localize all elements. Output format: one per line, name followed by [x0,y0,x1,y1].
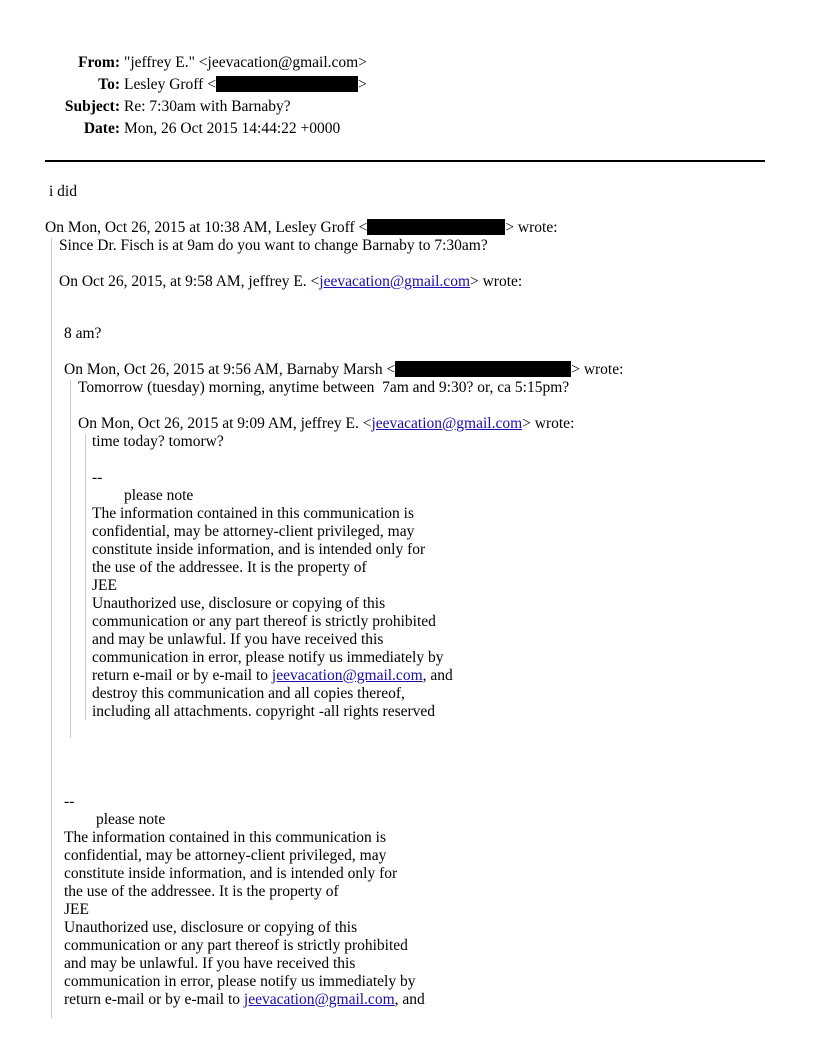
signature-return-line: return e-mail or by e-mail to jeevacation@gmail.com, and [64,991,425,1008]
signature-line: and may be unlawful. If you have received this [92,631,384,648]
redaction-block [216,76,358,92]
signature-line: JEE [64,901,89,918]
quote-bar-4 [85,434,86,720]
quote-bar-1 [51,238,52,1018]
to-value [124,76,367,94]
to-close: > [357,76,367,93]
email-link[interactable]: jeevacation@gmail.com [371,415,523,432]
from-value: "jeffrey E." <jeevacation@gmail.com> [124,54,367,71]
redaction-block [367,219,505,235]
date-label: Date: [83,120,120,137]
quote-text-4: time today? tomorw? [92,433,224,450]
email-link[interactable]: jeevacation@gmail.com [243,991,395,1008]
subject-value: Re: 7:30am with Barnaby? [124,98,291,115]
signature-line: destroy this communication and all copies thereof, [92,685,405,702]
quote-header-2: On Oct 26, 2015, at 9:58 AM, jeffrey E. <jeevacation@gmail.com> wrote: [59,273,523,290]
signature-line: JEE [92,577,117,594]
quote-text-3: Tomorrow (tuesday) morning, anytime between 7am and 9:30? or, ca 5:15pm? [78,379,570,396]
signature-line: The information contained in this communication is [92,505,414,522]
reply-text: i did [49,183,77,200]
quote-header-4: On Mon, Oct 26, 2015 at 9:09 AM, jeffrey E. <jeevacation@gmail.com> wrote: [78,415,575,432]
signature-note: please note [96,811,166,828]
signature-line: communication in error, please notify us immediately by [92,649,444,666]
signature-line: constitute inside information, and is intended only for [92,541,426,558]
signature-line: confidential, may be attorney-client privileged, may [92,523,415,540]
signature-line: and may be unlawful. If you have received this [64,955,356,972]
signature-line: Unauthorized use, disclosure or copying of this [92,595,386,612]
signature-line: communication or any part thereof is strictly prohibited [92,613,436,630]
to-label: To: [98,76,120,93]
signature-line: the use of the addressee. It is the property of [64,883,339,900]
signature-line: confidential, may be attorney-client privileged, may [64,847,387,864]
signature-line: Unauthorized use, disclosure or copying of this [64,919,358,936]
quote-header-3: On Mon, Oct 26, 2015 at 9:56 AM, Barnaby Marsh < > wrote: [64,361,624,378]
to-name: Lesley Groff < [124,76,216,93]
signature-dashes: -- [92,469,103,486]
redaction-block [395,361,571,377]
signature-line: including all attachments. copyright -all rights reserved [92,703,436,720]
signature-dashes: -- [64,793,75,810]
signature-return-line: return e-mail or by e-mail to jeevacation@gmail.com, and [92,667,453,684]
header-divider [45,160,765,162]
email-link[interactable]: jeevacation@gmail.com [319,273,470,290]
signature-line: communication in error, please notify us immediately by [64,973,416,990]
signature-line: constitute inside information, and is intended only for [64,865,398,882]
date-value: Mon, 26 Oct 2015 14:44:22 +0000 [124,120,341,137]
subject-label: Subject: [64,98,120,115]
signature-line: communication or any part thereof is strictly prohibited [64,937,408,954]
from-label: From: [78,54,120,71]
signature-note: please note [124,487,194,504]
quote-header-1: On Mon, Oct 26, 2015 at 10:38 AM, Lesley Groff < > wrote: [45,219,558,236]
quote-text-1: Since Dr. Fisch is at 9am do you want to change Barnaby to 7:30am? [59,237,488,254]
signature-line: The information contained in this communication is [64,829,386,846]
quote-text-2: 8 am? [64,325,102,342]
quote-bar-3 [70,380,71,738]
signature-line: the use of the addressee. It is the property of [92,559,367,576]
email-link[interactable]: jeevacation@gmail.com [271,667,423,684]
